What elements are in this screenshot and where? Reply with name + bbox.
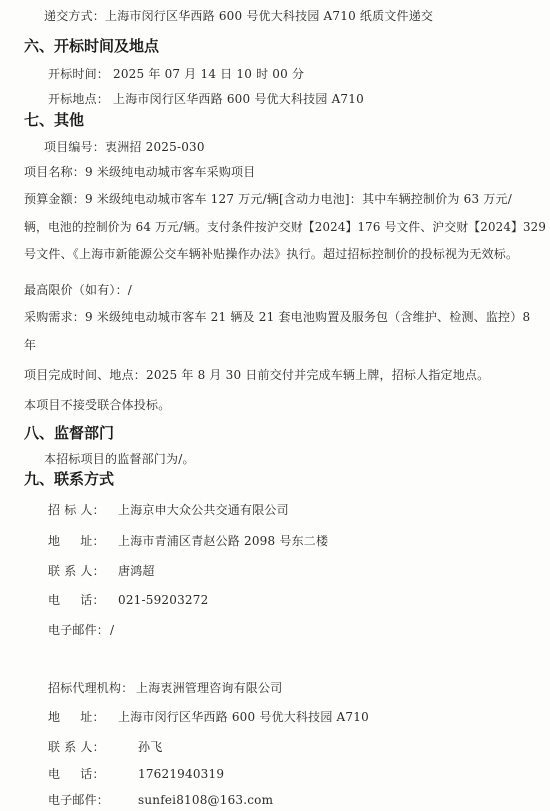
budget-line-3: 号文件、《上海市新能源公交车辆补贴操作办法》执行。超过招标控制价的投标视为无效标。	[24, 247, 519, 261]
agency-email: sunfei8108@163.com	[138, 793, 274, 807]
agency-contact-row	[48, 739, 162, 755]
tenderer-label: 招 标 人：	[48, 503, 105, 517]
tenderer-address-row	[48, 533, 328, 549]
bid-opening-time: 开标时间： 2025 年 07 月 14 日 10 时 00 分	[48, 67, 305, 81]
project-number: 项目编号：衷洲招 2025-030	[44, 140, 205, 154]
project-name: 项目名称：9 米级纯电动城市客车采购项目	[24, 165, 256, 179]
no-consortium-note: 本项目不接受联合体投标。	[24, 398, 171, 412]
agency-email-row	[48, 792, 273, 808]
delivery-method-line: 递交方式：上海市闵行区华西路 600 号优大科技园 A710 纸质文件递交	[44, 9, 434, 23]
section-7-heading: 七、其他	[24, 111, 85, 129]
agency-address-row	[48, 709, 369, 725]
budget-line-2: 辆，电池的控制价为 64 万元/辆。支付条件按沪交财【2024】176 号文件、沪交财【2024】329	[24, 220, 547, 234]
tenderer-phone-label: 电 话：	[48, 593, 105, 607]
tenderer-contact: 唐鸿超	[118, 564, 155, 578]
agency-phone-label: 电 话：	[48, 767, 105, 781]
tenderer-email-label: 电子邮件：	[48, 623, 110, 637]
agency-value: 上海衷洲管理咨询有限公司	[136, 681, 283, 695]
supervision-text: 本招标项目的监督部门为/。	[44, 452, 195, 466]
budget-line-1: 预算金额：9 米级纯电动城市客车 127 万元/辆[含动力电池]：其中车辆控制价为 63 万元/	[24, 192, 512, 206]
bid-opening-place: 开标地点： 上海市闵行区华西路 600 号优大科技园 A710	[48, 92, 364, 106]
agency-contact-label: 联 系 人：	[48, 740, 105, 754]
agency-label: 招标代理机构：	[48, 681, 134, 695]
procurement-demand-line-2: 年	[24, 338, 37, 352]
tenderer-phone-row	[48, 592, 208, 608]
section-6-heading: 六、开标时间及地点	[24, 37, 160, 55]
tenderer-address: 上海市青浦区青赵公路 2098 号东二楼	[118, 534, 329, 548]
agency-address: 上海市闵行区华西路 600 号优大科技园 A710	[118, 710, 369, 724]
agency-email-label: 电子邮件：	[48, 793, 110, 807]
tenderer-contact-row	[48, 563, 155, 579]
completion-time-place: 项目完成时间、地点：2025 年 8 月 30 日前交付并完成车辆上牌，招标人指定地点。	[24, 368, 490, 382]
agency-phone: 17621940319	[138, 767, 225, 781]
tenderer-value: 上海京申大众公共交通有限公司	[118, 503, 289, 517]
tenderer-address-label: 地 址：	[48, 534, 105, 548]
agency-contact: 孙飞	[138, 740, 163, 754]
tenderer-email: /	[110, 623, 115, 637]
agency-address-label: 地 址：	[48, 710, 105, 724]
max-price-limit: 最高限价（如有）：/	[24, 283, 133, 297]
agency-row	[48, 680, 282, 696]
tenderer-email-row	[48, 622, 114, 638]
procurement-demand-line-1: 采购需求：9 米级纯电动城市客车 21 辆及 21 套电池购置及服务包（含维护、检测、监控）8	[24, 310, 531, 324]
tenderer-phone: 021-59203272	[118, 593, 209, 607]
tenderer-contact-label: 联 系 人：	[48, 564, 105, 578]
section-9-heading: 九、联系方式	[24, 470, 115, 488]
agency-phone-row	[48, 766, 224, 782]
tenderer-row	[48, 502, 289, 518]
section-8-heading: 八、监督部门	[24, 424, 115, 442]
